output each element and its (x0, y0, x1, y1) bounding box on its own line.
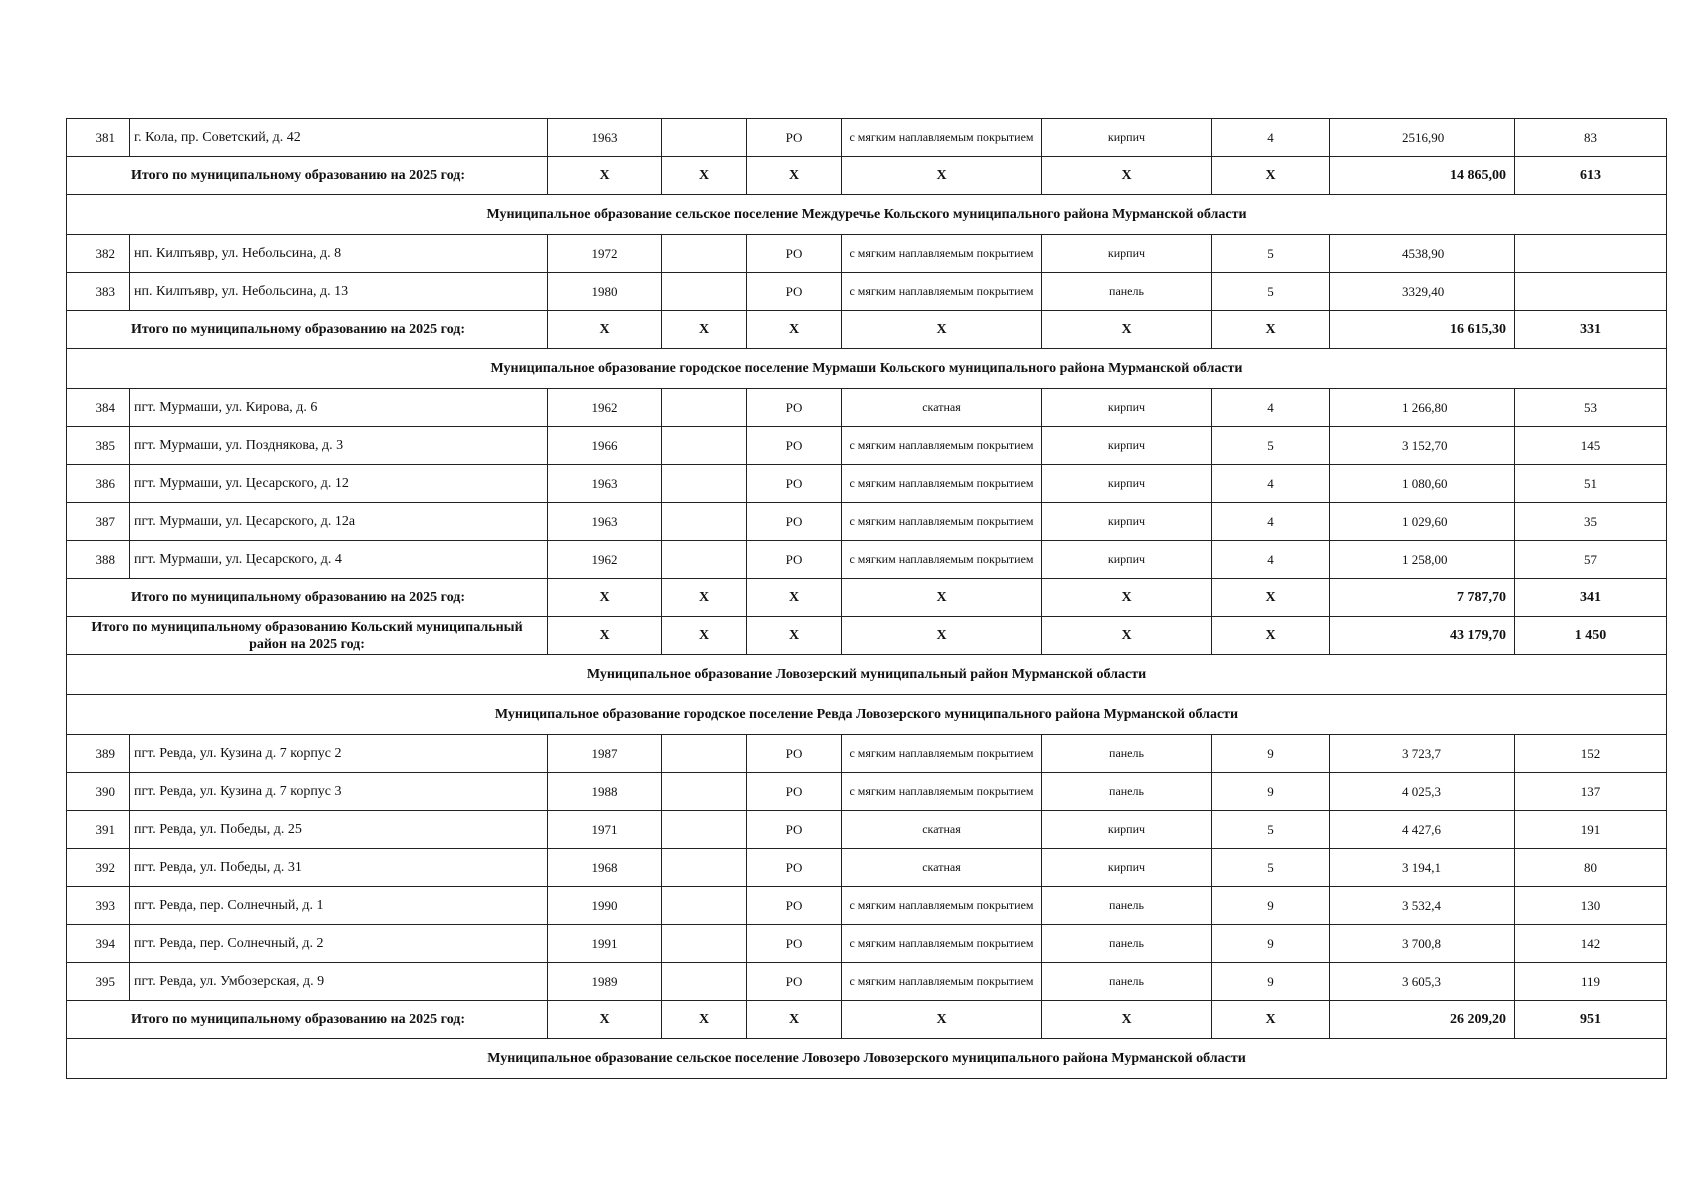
address-cell: пгт. Мурмаши, ул. Кирова, д. 6 (130, 389, 548, 427)
empty-cell (662, 427, 747, 465)
table-row (67, 465, 1667, 503)
subtotal-label: Итого по муниципальному образованию Кольский муниципальный район на 2025 год: (67, 617, 548, 655)
table-body (67, 119, 1667, 1079)
table-row (67, 389, 1667, 427)
roof-type-cell: с мягким наплавляемым покрытием (842, 773, 1042, 811)
row-number: 381 (67, 119, 130, 157)
year-cell: 1963 (548, 119, 662, 157)
x-mark: X (1212, 157, 1330, 195)
x-mark: X (662, 579, 747, 617)
x-mark: X (842, 617, 1042, 655)
floors-cell: 5 (1212, 427, 1330, 465)
wall-material-cell: панель (1042, 963, 1212, 1001)
year-cell: 1962 (548, 541, 662, 579)
address-cell: пгт. Ревда, ул. Кузина д. 7 корпус 2 (130, 735, 548, 773)
municipality-title: Муниципальное образование Ловозерский муниципальный район Мурманской области (67, 655, 1667, 695)
x-mark: X (747, 579, 842, 617)
subtotal-label: Итого по муниципальному образованию на 2025 год: (67, 1001, 548, 1039)
row-number: 393 (67, 887, 130, 925)
residents-cell (1515, 235, 1667, 273)
x-mark: X (662, 617, 747, 655)
floors-cell: 5 (1212, 849, 1330, 887)
floors-cell: 4 (1212, 503, 1330, 541)
residents-cell: 35 (1515, 503, 1667, 541)
subtotal-residents: 331 (1515, 311, 1667, 349)
year-cell: 1988 (548, 773, 662, 811)
wall-material-cell: панель (1042, 273, 1212, 311)
area-cell: 1 029,60 (1330, 503, 1515, 541)
x-mark: X (1212, 617, 1330, 655)
x-mark: X (1042, 617, 1212, 655)
row-number: 394 (67, 925, 130, 963)
org-cell: РО (747, 541, 842, 579)
floors-cell: 4 (1212, 389, 1330, 427)
roof-type-cell: с мягким наплавляемым покрытием (842, 235, 1042, 273)
x-mark: X (548, 579, 662, 617)
wall-material-cell: кирпич (1042, 849, 1212, 887)
row-number: 390 (67, 773, 130, 811)
roof-type-cell: с мягким наплавляемым покрытием (842, 963, 1042, 1001)
year-cell: 1987 (548, 735, 662, 773)
municipality-header-row (67, 1039, 1667, 1079)
x-mark: X (1212, 1001, 1330, 1039)
org-cell: РО (747, 119, 842, 157)
x-mark: X (747, 311, 842, 349)
wall-material-cell: кирпич (1042, 811, 1212, 849)
residents-cell: 80 (1515, 849, 1667, 887)
roof-type-cell: скатная (842, 811, 1042, 849)
area-cell: 3 605,3 (1330, 963, 1515, 1001)
x-mark: X (1042, 579, 1212, 617)
residents-cell: 83 (1515, 119, 1667, 157)
year-cell: 1980 (548, 273, 662, 311)
row-number: 382 (67, 235, 130, 273)
address-cell: пгт. Ревда, ул. Умбозерская, д. 9 (130, 963, 548, 1001)
x-mark: X (1212, 311, 1330, 349)
table-row (67, 273, 1667, 311)
area-cell: 1 258,00 (1330, 541, 1515, 579)
housing-table (66, 118, 1667, 1079)
subtotal-row (67, 311, 1667, 349)
floors-cell: 9 (1212, 735, 1330, 773)
address-cell: пгт. Ревда, ул. Победы, д. 31 (130, 849, 548, 887)
municipality-title: Муниципальное образование сельское поселение Междуречье Кольского муниципального района Мурманской области (67, 195, 1667, 235)
roof-type-cell: с мягким наплавляемым покрытием (842, 119, 1042, 157)
residents-cell: 191 (1515, 811, 1667, 849)
wall-material-cell: панель (1042, 887, 1212, 925)
x-mark: X (842, 311, 1042, 349)
municipality-header-row (67, 349, 1667, 389)
x-mark: X (842, 1001, 1042, 1039)
empty-cell (662, 849, 747, 887)
wall-material-cell: кирпич (1042, 235, 1212, 273)
org-cell: РО (747, 389, 842, 427)
row-number: 391 (67, 811, 130, 849)
address-cell: пгт. Мурмаши, ул. Позднякова, д. 3 (130, 427, 548, 465)
floors-cell: 4 (1212, 119, 1330, 157)
address-cell: г. Кола, пр. Советский, д. 42 (130, 119, 548, 157)
year-cell: 1963 (548, 465, 662, 503)
wall-material-cell: панель (1042, 925, 1212, 963)
empty-cell (662, 503, 747, 541)
municipality-title: Муниципальное образование сельское поселение Ловозеро Ловозерского муниципального района Мурманской области (67, 1039, 1667, 1079)
address-cell: пгт. Мурмаши, ул. Цесарского, д. 4 (130, 541, 548, 579)
row-number: 389 (67, 735, 130, 773)
subtotal-row (67, 157, 1667, 195)
area-cell: 1 080,60 (1330, 465, 1515, 503)
area-cell: 3 532,4 (1330, 887, 1515, 925)
empty-cell (662, 925, 747, 963)
subtotal-area: 16 615,30 (1330, 311, 1515, 349)
x-mark: X (747, 617, 842, 655)
table-row (67, 235, 1667, 273)
area-cell: 1 266,80 (1330, 389, 1515, 427)
roof-type-cell: с мягким наплавляемым покрытием (842, 465, 1042, 503)
empty-cell (662, 541, 747, 579)
x-mark: X (842, 157, 1042, 195)
subtotal-label: Итого по муниципальному образованию на 2025 год: (67, 579, 548, 617)
x-mark: X (1212, 579, 1330, 617)
x-mark: X (548, 311, 662, 349)
municipality-title: Муниципальное образование городское поселение Ревда Ловозерского муниципального района Мурманской области (67, 695, 1667, 735)
empty-cell (662, 887, 747, 925)
municipality-header-row (67, 655, 1667, 695)
address-cell: пгт. Ревда, пер. Солнечный, д. 2 (130, 925, 548, 963)
subtotal-row (67, 579, 1667, 617)
x-mark: X (842, 579, 1042, 617)
table-row (67, 119, 1667, 157)
org-cell: РО (747, 465, 842, 503)
org-cell: РО (747, 887, 842, 925)
area-cell: 4 427,6 (1330, 811, 1515, 849)
year-cell: 1971 (548, 811, 662, 849)
address-cell: пгт. Ревда, пер. Солнечный, д. 1 (130, 887, 548, 925)
row-number: 386 (67, 465, 130, 503)
subtotal-row (67, 617, 1667, 655)
empty-cell (662, 963, 747, 1001)
subtotal-area: 43 179,70 (1330, 617, 1515, 655)
wall-material-cell: кирпич (1042, 389, 1212, 427)
municipality-header-row (67, 195, 1667, 235)
roof-type-cell: с мягким наплавляемым покрытием (842, 887, 1042, 925)
table-row (67, 541, 1667, 579)
subtotal-area: 26 209,20 (1330, 1001, 1515, 1039)
x-mark: X (662, 311, 747, 349)
municipality-title: Муниципальное образование городское поселение Мурмаши Кольского муниципального района Мурманской области (67, 349, 1667, 389)
table-row (67, 849, 1667, 887)
row-number: 392 (67, 849, 130, 887)
org-cell: РО (747, 503, 842, 541)
floors-cell: 9 (1212, 925, 1330, 963)
area-cell: 3 700,8 (1330, 925, 1515, 963)
subtotal-area: 7 787,70 (1330, 579, 1515, 617)
table-row (67, 735, 1667, 773)
org-cell: РО (747, 773, 842, 811)
residents-cell: 152 (1515, 735, 1667, 773)
table-row (67, 427, 1667, 465)
org-cell: РО (747, 235, 842, 273)
roof-type-cell: с мягким наплавляемым покрытием (842, 273, 1042, 311)
wall-material-cell: кирпич (1042, 119, 1212, 157)
wall-material-cell: кирпич (1042, 465, 1212, 503)
row-number: 384 (67, 389, 130, 427)
x-mark: X (1042, 1001, 1212, 1039)
org-cell: РО (747, 273, 842, 311)
empty-cell (662, 273, 747, 311)
roof-type-cell: с мягким наплавляемым покрытием (842, 427, 1042, 465)
year-cell: 1968 (548, 849, 662, 887)
area-cell: 2516,90 (1330, 119, 1515, 157)
x-mark: X (548, 157, 662, 195)
year-cell: 1991 (548, 925, 662, 963)
wall-material-cell: кирпич (1042, 427, 1212, 465)
subtotal-label: Итого по муниципальному образованию на 2025 год: (67, 157, 548, 195)
roof-type-cell: с мягким наплавляемым покрытием (842, 925, 1042, 963)
subtotal-row (67, 1001, 1667, 1039)
residents-cell: 119 (1515, 963, 1667, 1001)
table-row (67, 963, 1667, 1001)
residents-cell: 145 (1515, 427, 1667, 465)
floors-cell: 5 (1212, 235, 1330, 273)
residents-cell: 130 (1515, 887, 1667, 925)
empty-cell (662, 735, 747, 773)
address-cell: нп. Килпъявр, ул. Небольсина, д. 8 (130, 235, 548, 273)
residents-cell: 53 (1515, 389, 1667, 427)
roof-type-cell: с мягким наплавляемым покрытием (842, 735, 1042, 773)
year-cell: 1989 (548, 963, 662, 1001)
residents-cell (1515, 273, 1667, 311)
address-cell: пгт. Ревда, ул. Кузина д. 7 корпус 3 (130, 773, 548, 811)
area-cell: 3329,40 (1330, 273, 1515, 311)
subtotal-label: Итого по муниципальному образованию на 2025 год: (67, 311, 548, 349)
year-cell: 1966 (548, 427, 662, 465)
area-cell: 4538,90 (1330, 235, 1515, 273)
residents-cell: 51 (1515, 465, 1667, 503)
table-row (67, 811, 1667, 849)
org-cell: РО (747, 849, 842, 887)
address-cell: нп. Килпъявр, ул. Небольсина, д. 13 (130, 273, 548, 311)
x-mark: X (662, 157, 747, 195)
wall-material-cell: панель (1042, 735, 1212, 773)
x-mark: X (548, 1001, 662, 1039)
table-row (67, 773, 1667, 811)
area-cell: 3 152,70 (1330, 427, 1515, 465)
org-cell: РО (747, 925, 842, 963)
year-cell: 1962 (548, 389, 662, 427)
row-number: 395 (67, 963, 130, 1001)
floors-cell: 9 (1212, 887, 1330, 925)
address-cell: пгт. Мурмаши, ул. Цесарского, д. 12 (130, 465, 548, 503)
year-cell: 1963 (548, 503, 662, 541)
floors-cell: 9 (1212, 963, 1330, 1001)
org-cell: РО (747, 811, 842, 849)
x-mark: X (548, 617, 662, 655)
residents-cell: 137 (1515, 773, 1667, 811)
org-cell: РО (747, 427, 842, 465)
row-number: 388 (67, 541, 130, 579)
empty-cell (662, 465, 747, 503)
area-cell: 3 723,7 (1330, 735, 1515, 773)
address-cell: пгт. Ревда, ул. Победы, д. 25 (130, 811, 548, 849)
roof-type-cell: скатная (842, 849, 1042, 887)
org-cell: РО (747, 735, 842, 773)
area-cell: 3 194,1 (1330, 849, 1515, 887)
wall-material-cell: кирпич (1042, 541, 1212, 579)
x-mark: X (747, 1001, 842, 1039)
row-number: 387 (67, 503, 130, 541)
year-cell: 1990 (548, 887, 662, 925)
table-row (67, 503, 1667, 541)
subtotal-area: 14 865,00 (1330, 157, 1515, 195)
subtotal-residents: 1 450 (1515, 617, 1667, 655)
empty-cell (662, 119, 747, 157)
area-cell: 4 025,3 (1330, 773, 1515, 811)
table-row (67, 925, 1667, 963)
x-mark: X (747, 157, 842, 195)
empty-cell (662, 811, 747, 849)
floors-cell: 4 (1212, 541, 1330, 579)
empty-cell (662, 235, 747, 273)
empty-cell (662, 389, 747, 427)
residents-cell: 57 (1515, 541, 1667, 579)
x-mark: X (1042, 311, 1212, 349)
subtotal-residents: 613 (1515, 157, 1667, 195)
table-row (67, 887, 1667, 925)
row-number: 383 (67, 273, 130, 311)
x-mark: X (1042, 157, 1212, 195)
subtotal-residents: 951 (1515, 1001, 1667, 1039)
floors-cell: 5 (1212, 273, 1330, 311)
empty-cell (662, 773, 747, 811)
org-cell: РО (747, 963, 842, 1001)
residents-cell: 142 (1515, 925, 1667, 963)
address-cell: пгт. Мурмаши, ул. Цесарского, д. 12а (130, 503, 548, 541)
floors-cell: 5 (1212, 811, 1330, 849)
subtotal-residents: 341 (1515, 579, 1667, 617)
row-number: 385 (67, 427, 130, 465)
roof-type-cell: с мягким наплавляемым покрытием (842, 503, 1042, 541)
x-mark: X (662, 1001, 747, 1039)
municipality-header-row (67, 695, 1667, 735)
year-cell: 1972 (548, 235, 662, 273)
floors-cell: 9 (1212, 773, 1330, 811)
wall-material-cell: кирпич (1042, 503, 1212, 541)
roof-type-cell: скатная (842, 389, 1042, 427)
roof-type-cell: с мягким наплавляемым покрытием (842, 541, 1042, 579)
floors-cell: 4 (1212, 465, 1330, 503)
wall-material-cell: панель (1042, 773, 1212, 811)
